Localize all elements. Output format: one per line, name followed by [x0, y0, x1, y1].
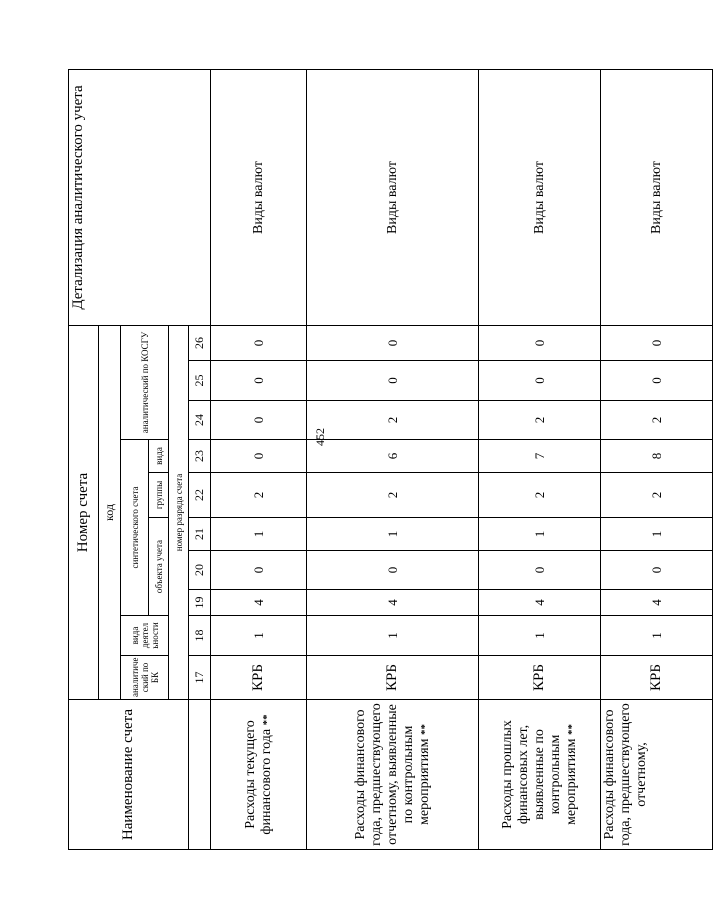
- digit-cell: 21: [189, 518, 211, 551]
- table-row: [601, 69, 713, 849]
- header-account-number: Номер счета: [69, 325, 99, 699]
- row-value: 2: [601, 401, 713, 440]
- row-value: 4: [601, 590, 713, 616]
- row-marker: **: [260, 714, 273, 726]
- row-value: 0: [211, 325, 307, 360]
- row-detail: Виды валют: [601, 69, 713, 325]
- row-value: 2: [211, 473, 307, 518]
- header-account-name: Наименование счета: [69, 700, 189, 850]
- row-value: 0: [211, 401, 307, 440]
- digit-cell: 19: [189, 590, 211, 616]
- row-value: 2: [479, 401, 601, 440]
- row-value: 2: [307, 473, 479, 518]
- row-name-text: Расходы финансового года, предшествующего отчетному,: [602, 703, 649, 846]
- header-analytic-kosgu: аналитический по КОСГУ: [121, 325, 169, 439]
- table-row: [479, 69, 601, 849]
- row-value: 1: [479, 518, 601, 551]
- row-value: 4: [479, 590, 601, 616]
- row-marker: **: [418, 724, 431, 736]
- row-value: 0: [601, 325, 713, 360]
- row-value: КРБ: [601, 656, 713, 700]
- row-value: 0: [479, 325, 601, 360]
- header-digit-number: номер разряда счета: [169, 325, 189, 699]
- row-name-text: Расходы текущего финансового года: [242, 720, 274, 835]
- row-value: 0: [211, 551, 307, 590]
- header-analytic-bk: аналитиче ский по БК: [121, 656, 169, 700]
- row-value: 1: [211, 616, 307, 656]
- header-detail: Детализация аналитического учета: [69, 69, 211, 325]
- row-name: [307, 700, 479, 850]
- rotated-table-container: [68, 70, 664, 850]
- digit-cell: 23: [189, 440, 211, 473]
- row-detail: Виды валют: [211, 69, 307, 325]
- row-value: 0: [211, 440, 307, 473]
- row-value: КРБ: [479, 656, 601, 700]
- digit-cell: 17: [189, 656, 211, 700]
- row-value: 0: [479, 551, 601, 590]
- row-value: 0: [479, 361, 601, 401]
- row-name-text: Расходы финансового года, предшествующего отчетному, выявленные по контрольным мероприятиям: [352, 703, 432, 846]
- row-value: 1: [601, 616, 713, 656]
- digit-cell: 22: [189, 473, 211, 518]
- row-value: 2: [479, 473, 601, 518]
- row-value: 4: [211, 590, 307, 616]
- row-value: КРБ: [211, 656, 307, 700]
- name-header-spacer: [189, 700, 211, 850]
- header-activity-type: вида деятел ьности: [121, 616, 169, 656]
- row-value: 1: [211, 518, 307, 551]
- row-value: 2: [601, 473, 713, 518]
- row-value: 0: [601, 551, 713, 590]
- digit-cell: 18: [189, 616, 211, 656]
- row-detail: Виды валют: [479, 69, 601, 325]
- header-account-object: объекта учета: [149, 518, 169, 616]
- header-row-1: [69, 69, 99, 849]
- row-value: 1: [479, 616, 601, 656]
- row-value: 4: [307, 590, 479, 616]
- row-value: КРБ: [307, 656, 479, 700]
- header-type: вида: [149, 440, 169, 473]
- digit-cell: 25: [189, 361, 211, 401]
- row-value: 1: [307, 518, 479, 551]
- row-value: 1: [307, 616, 479, 656]
- row-value: 0: [307, 551, 479, 590]
- digit-cell: 26: [189, 325, 211, 360]
- row-name: [601, 700, 713, 850]
- header-group: группы: [149, 473, 169, 518]
- row-name: [479, 700, 601, 850]
- row-name-text: Расходы прошлых финансовых лет, выявленные по контрольным мероприятиям: [499, 720, 579, 829]
- digit-cell: 24: [189, 401, 211, 440]
- row-value: 0: [307, 325, 479, 360]
- table-row: [211, 69, 307, 849]
- row-name: [211, 700, 307, 850]
- row-detail: Виды валют: [307, 69, 479, 325]
- table-row: [307, 69, 479, 849]
- accounts-table: [68, 69, 713, 850]
- row-value: 6: [307, 440, 479, 473]
- row-value: 0: [307, 361, 479, 401]
- digit-cell: 20: [189, 551, 211, 590]
- page-number: 452: [313, 428, 327, 446]
- row-value: 2: [307, 401, 479, 440]
- row-value: 0: [601, 361, 713, 401]
- row-value: 0: [211, 361, 307, 401]
- header-code: код: [99, 325, 121, 699]
- header-synthetic: синтетического счета: [121, 440, 149, 616]
- row-value: 8: [601, 440, 713, 473]
- row-value: 7: [479, 440, 601, 473]
- row-marker: **: [565, 724, 578, 736]
- row-value: 1: [601, 518, 713, 551]
